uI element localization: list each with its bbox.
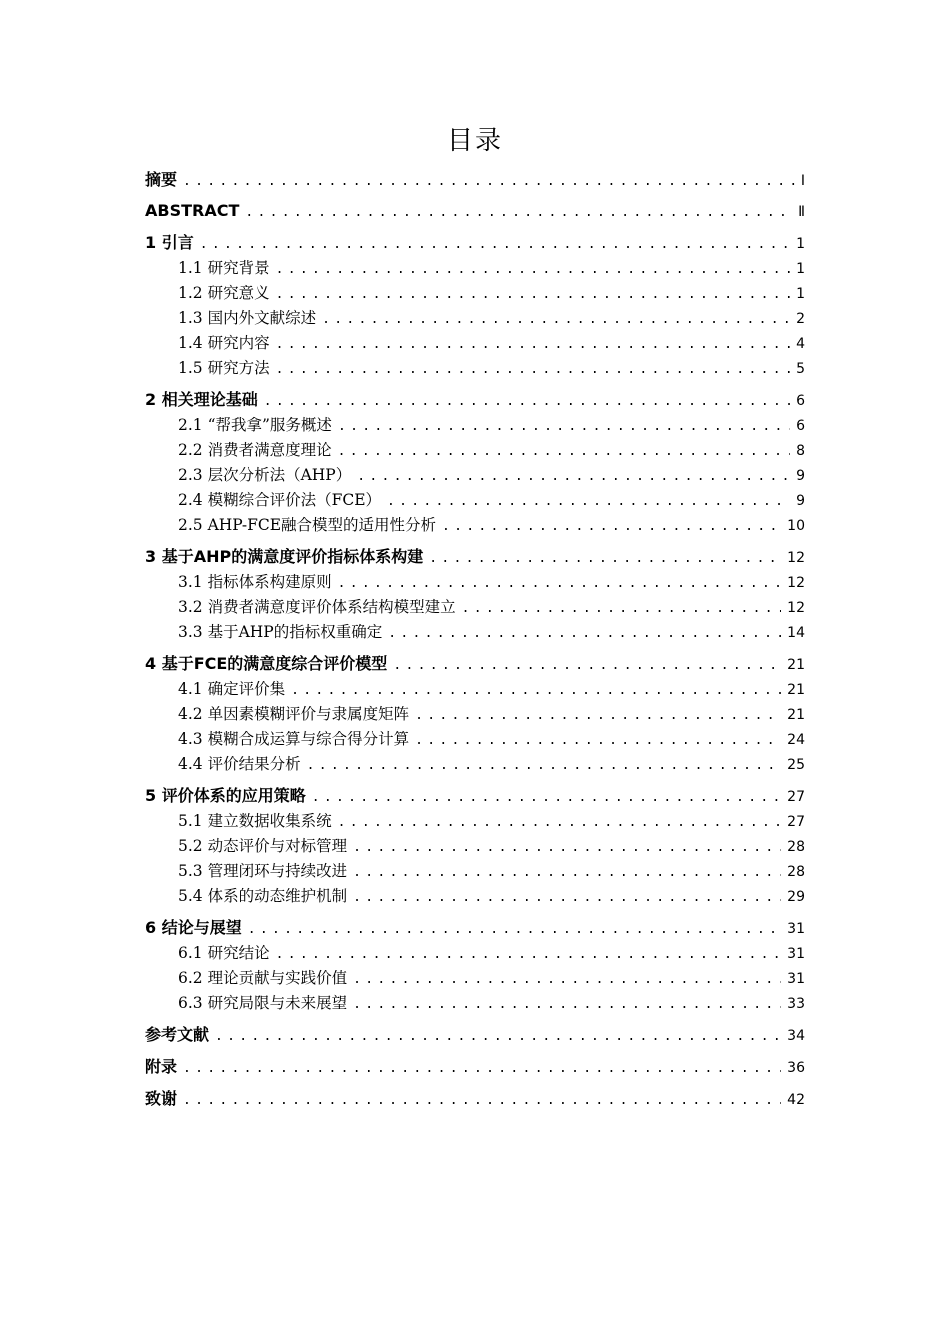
dot-leader	[353, 970, 781, 990]
toc-entry-label: 6.3 研究局限与未来展望	[178, 994, 348, 1012]
toc-section-entry[interactable]	[145, 811, 805, 836]
toc-page-number: 10	[787, 518, 805, 534]
toc-entry-label: 1.1 研究背景	[178, 259, 270, 277]
dot-leader	[357, 467, 790, 487]
toc-section-entry[interactable]	[145, 886, 805, 911]
dot-leader	[264, 392, 790, 412]
dot-leader	[183, 172, 795, 192]
toc-entry-label: 2.1 “帮我拿”服务概述	[178, 416, 332, 434]
table-of-contents	[145, 170, 805, 1114]
toc-chapter-entry[interactable]	[145, 201, 805, 226]
dot-leader	[353, 995, 781, 1015]
toc-page-number: 1	[796, 286, 805, 302]
toc-section-entry[interactable]	[145, 283, 805, 308]
toc-page-number: 27	[787, 814, 805, 830]
toc-entry-label: 2.5 AHP-FCE融合模型的适用性分析	[178, 516, 437, 534]
toc-chapter-entry[interactable]	[145, 786, 805, 811]
toc-page-number: 6	[796, 418, 805, 434]
toc-section-entry[interactable]	[145, 993, 805, 1018]
toc-chapter-entry[interactable]	[145, 170, 805, 195]
toc-entry-label: 2.2 消费者满意度理论	[178, 441, 332, 459]
dot-leader	[338, 574, 782, 594]
toc-section-entry[interactable]	[145, 968, 805, 993]
dot-leader	[353, 838, 781, 858]
toc-page-number: 27	[787, 789, 805, 805]
dot-leader	[312, 788, 781, 808]
dot-leader	[415, 706, 781, 726]
toc-section-entry[interactable]	[145, 943, 805, 968]
dot-leader	[276, 285, 791, 305]
toc-entry-label: 2.3 层次分析法（AHP）	[178, 466, 352, 484]
dot-leader	[276, 260, 791, 280]
toc-section-entry[interactable]	[145, 704, 805, 729]
toc-page-number: 29	[787, 889, 805, 905]
toc-page-number: 21	[787, 657, 805, 673]
toc-entry-label: 3.2 消费者满意度评价体系结构模型建立	[178, 598, 456, 616]
toc-entry-label: 1.5 研究方法	[178, 359, 270, 377]
toc-section-entry[interactable]	[145, 622, 805, 647]
dot-leader	[338, 813, 782, 833]
dot-leader	[307, 756, 782, 776]
toc-page-number: 1	[796, 261, 805, 277]
toc-entry-label: 3 基于AHP的满意度评价指标体系构建	[145, 547, 424, 566]
toc-chapter-entry[interactable]	[145, 1089, 805, 1114]
dot-leader	[338, 442, 791, 462]
page-title: 目录	[446, 126, 503, 156]
toc-entry-label: 1 引言	[145, 233, 194, 252]
toc-page-number: 28	[787, 839, 805, 855]
toc-page-number: 9	[796, 493, 805, 509]
toc-page-number: 2	[796, 311, 805, 327]
toc-page-number: 31	[787, 921, 805, 937]
toc-entry-label: 附录	[145, 1057, 178, 1076]
toc-page-number: 5	[796, 361, 805, 377]
toc-entry-label: 5 评价体系的应用策略	[145, 786, 306, 805]
toc-page-number: Ⅱ	[798, 204, 805, 220]
toc-section-entry[interactable]	[145, 308, 805, 333]
dot-leader	[387, 492, 790, 512]
toc-page-number: 36	[787, 1060, 805, 1076]
toc-page-number: 34	[787, 1028, 805, 1044]
toc-chapter-entry[interactable]	[145, 547, 805, 572]
toc-page-number: 24	[787, 732, 805, 748]
toc-chapter-entry[interactable]	[145, 1057, 805, 1082]
toc-section-entry[interactable]	[145, 679, 805, 704]
toc-entry-label: 2.4 模糊综合评价法（FCE）	[178, 491, 382, 509]
toc-entry-label: 参考文献	[145, 1025, 210, 1044]
toc-page-number: 42	[787, 1092, 805, 1108]
toc-page-number: 4	[796, 336, 805, 352]
toc-entry-label: 6.1 研究结论	[178, 944, 270, 962]
toc-entry-label: 5.4 体系的动态维护机制	[178, 887, 348, 905]
toc-section-entry[interactable]	[145, 729, 805, 754]
toc-entry-label: 1.3 国内外文献综述	[178, 309, 317, 327]
toc-chapter-entry[interactable]	[145, 654, 805, 679]
toc-page-number: 21	[787, 682, 805, 698]
toc-page-number: 1	[796, 236, 805, 252]
toc-chapter-entry[interactable]	[145, 233, 805, 258]
dot-leader	[442, 517, 781, 537]
toc-entry-label: 4.4 评价结果分析	[178, 755, 301, 773]
dot-leader	[353, 888, 781, 908]
dot-leader	[183, 1091, 781, 1111]
dot-leader	[248, 920, 781, 940]
toc-page-number: 12	[787, 575, 805, 591]
toc-entry-label: 1.4 研究内容	[178, 334, 270, 352]
toc-entry-label: 6 结论与展望	[145, 918, 242, 937]
toc-section-entry[interactable]	[145, 465, 805, 490]
toc-page-number: 33	[787, 996, 805, 1012]
dot-leader	[353, 863, 781, 883]
toc-page-number: 12	[787, 550, 805, 566]
dot-leader	[276, 360, 791, 380]
toc-entry-label: 3.1 指标体系构建原则	[178, 573, 332, 591]
toc-section-entry[interactable]	[145, 515, 805, 540]
toc-entry-label: 4 基于FCE的满意度综合评价模型	[145, 654, 388, 673]
toc-entry-label: 5.3 管理闭环与持续改进	[178, 862, 348, 880]
dot-leader	[415, 731, 781, 751]
toc-entry-label: 4.2 单因素模糊评价与隶属度矩阵	[178, 705, 410, 723]
toc-page-number: 25	[787, 757, 805, 773]
toc-section-entry[interactable]	[145, 440, 805, 465]
toc-page-number: 31	[787, 946, 805, 962]
toc-entry-label: 1.2 研究意义	[178, 284, 270, 302]
dot-leader	[245, 203, 792, 223]
toc-page-number: 21	[787, 707, 805, 723]
toc-entry-label: 6.2 理论贡献与实践价值	[178, 969, 348, 987]
toc-entry-label: 4.3 模糊合成运算与综合得分计算	[178, 730, 410, 748]
toc-page-number: 9	[796, 468, 805, 484]
toc-section-entry[interactable]	[145, 754, 805, 779]
toc-page-number: 12	[787, 600, 805, 616]
toc-page-number: 28	[787, 864, 805, 880]
toc-page-number: Ⅰ	[800, 173, 805, 189]
dot-leader	[322, 310, 790, 330]
toc-section-entry[interactable]	[145, 258, 805, 283]
toc-entry-label: ABSTRACT	[145, 201, 240, 220]
toc-page-number: 14	[787, 625, 805, 641]
toc-entry-label: 摘要	[145, 170, 178, 189]
toc-entry-label: 5.2 动态评价与对标管理	[178, 837, 348, 855]
toc-section-entry[interactable]	[145, 836, 805, 861]
toc-section-entry[interactable]	[145, 358, 805, 383]
toc-chapter-entry[interactable]	[145, 390, 805, 415]
dot-leader	[276, 335, 791, 355]
toc-section-entry[interactable]	[145, 597, 805, 622]
toc-section-entry[interactable]	[145, 861, 805, 886]
dot-leader	[388, 624, 781, 644]
dot-leader	[338, 417, 790, 437]
dot-leader	[393, 656, 781, 676]
toc-section-entry[interactable]	[145, 490, 805, 515]
dot-leader	[462, 599, 782, 619]
toc-section-entry[interactable]	[145, 572, 805, 597]
toc-entry-label: 2 相关理论基础	[145, 390, 258, 409]
toc-section-entry[interactable]	[145, 415, 805, 440]
dot-leader	[291, 681, 781, 701]
toc-page-number: 6	[796, 393, 805, 409]
dot-leader	[200, 235, 790, 255]
toc-section-entry[interactable]	[145, 333, 805, 358]
dot-leader	[276, 945, 782, 965]
toc-chapter-entry[interactable]	[145, 918, 805, 943]
toc-entry-label: 致谢	[145, 1089, 178, 1108]
dot-leader	[215, 1027, 781, 1047]
toc-entry-label: 3.3 基于AHP的指标权重确定	[178, 623, 383, 641]
dot-leader	[429, 549, 781, 569]
toc-page-number: 31	[787, 971, 805, 987]
toc-page-number: 8	[796, 443, 805, 459]
toc-chapter-entry[interactable]	[145, 1025, 805, 1050]
toc-entry-label: 5.1 建立数据收集系统	[178, 812, 332, 830]
toc-entry-label: 4.1 确定评价集	[178, 680, 286, 698]
dot-leader	[183, 1059, 781, 1079]
